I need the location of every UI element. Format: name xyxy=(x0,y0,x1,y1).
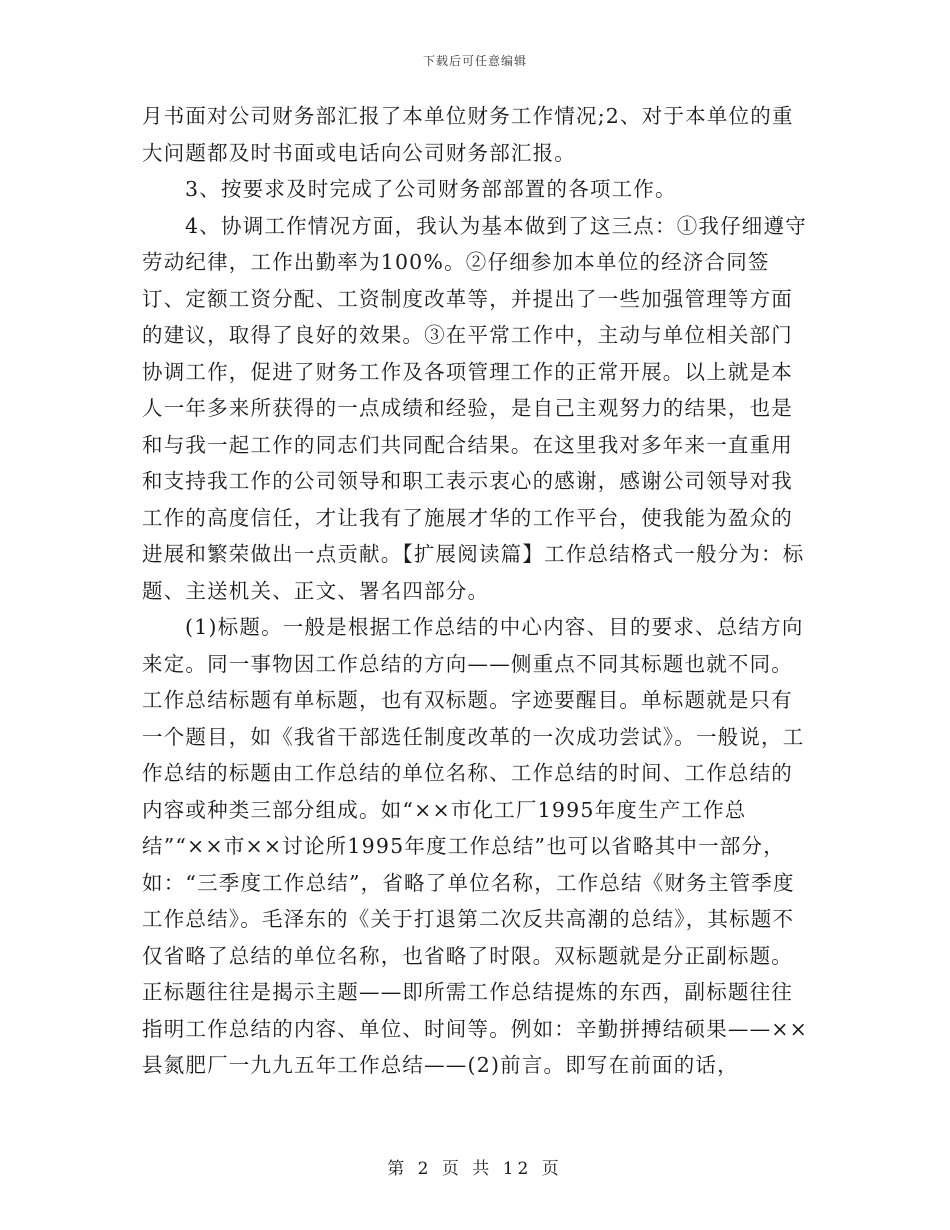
paragraph-continuation: 月书面对公司财务部汇报了本单位财务工作情况;2、对于本单位的重大问题都及时书面或电话向公司财务部汇报。 xyxy=(142,104,794,165)
paragraph-item-4: 4、协调工作情况方面，我认为基本做到了这三点：①我仔细遵守劳动纪律，工作出勤率为100%。②仔细参加本单位的经济合同签订、定额工资分配、工资制度改革等，并提出了一些加强管理等方面的建议，取得了良好的效果。③在平常工作中，主动与单位相关部门协调工作，促进了财务工作及各项管理工作的正常开展。以上就是本人一年多来所获得的一点成绩和经验，是自己主观努力的结果，也是和与我一起工作的同志们共同配合结果。在这里我对多年来一直重用和支持我工作的公司领导和职工表示衷心的感谢，感谢公司领导对我工作的高度信任，才让我有了施展才华的工作平台，使我能为盈众的进展和繁荣做出一点贡献。【扩展阅读篇】工作总结格式一般分为：标题、主送机关、正文、署名四部分。 xyxy=(142,213,807,603)
page-header: 下载后可任意编辑 xyxy=(422,54,527,68)
document-body xyxy=(142,98,812,1084)
paragraph-title-section: (1)标题。一般是根据工作总结的中心内容、目的要求、总结方向来定。同一事物因工作总结的方向——侧重点不同其标题也就不同。工作总结标题有单标题，也有双标题。字迹要醒目。单标题就是只有一个题目，如《我省干部选任制度改革的一次成功尝试》。一般说，工作总结的标题由工作总结的单位名称、工作总结的时间、工作总结的内容或种类三部分组成。如“××市化工厂1995年度生产工作总结”“××市××讨论所1995年度工作总结”也可以省略其中一部分，如：“三季度工作总结”，省略了单位名称，工作总结《财务主管季度工作总结》。毛泽东的《关于打退第二次反共高潮的总结》，其标题不仅省略了总结的单位名称，也省略了时限。双标题就是分正副标题。正标题往往是揭示主题——即所需工作总结提炼的东西，副标题往往指明工作总结的内容、单位、时间等。例如：辛勤拼搏结硕果——××县氮肥厂一九九五年工作总结——(2)前言。即写在前面的话， xyxy=(142,615,809,1077)
paragraph-item-3: 3、按要求及时完成了公司财务部部置的各项工作。 xyxy=(185,177,677,201)
page-number-footer: 第 2 页 共 12 页 xyxy=(387,1159,563,1179)
